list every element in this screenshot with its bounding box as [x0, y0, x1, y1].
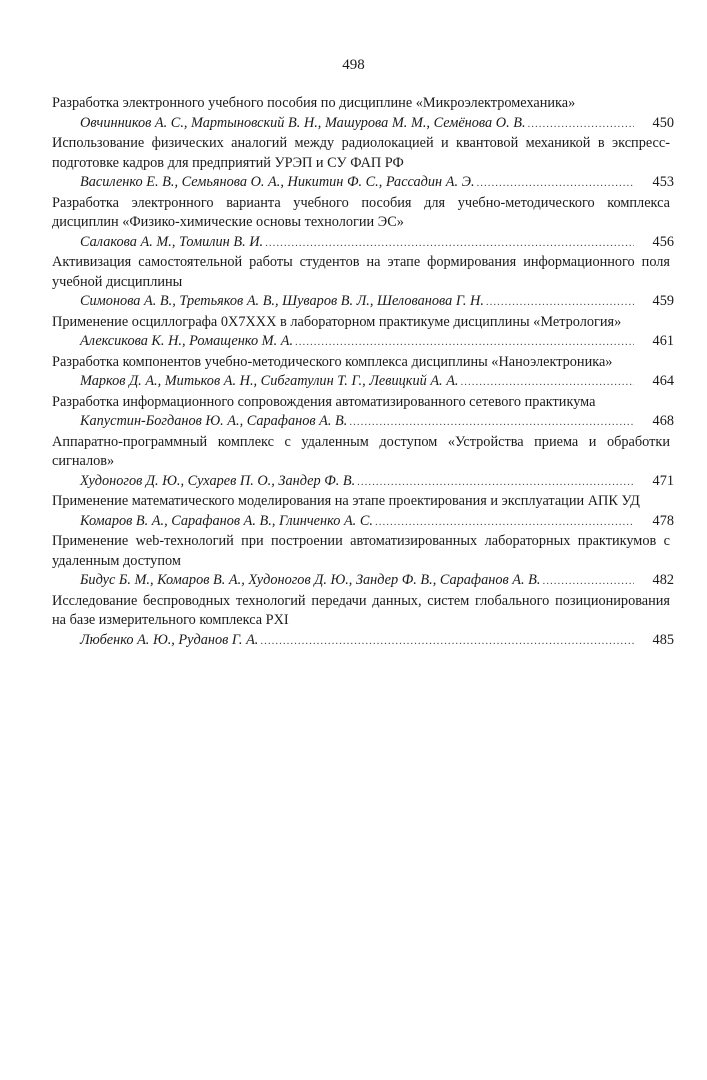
entry-title: Применение осциллографа 0X7XXX в лабораторном практикуме дисциплины «Метрология»	[52, 313, 622, 330]
toc-entry	[52, 353, 674, 393]
entry-page: 453	[652, 174, 674, 190]
toc-entry	[52, 532, 674, 592]
table-of-contents	[52, 94, 674, 651]
entry-authors-line	[52, 571, 674, 592]
entry-authors-line	[52, 292, 674, 313]
entry-authors: Василенко Е. В., Семьянова О. А., Никитин Ф. С., Рассадин А. Э.	[80, 174, 475, 190]
dot-leader	[461, 373, 634, 393]
dot-leader	[357, 473, 634, 493]
toc-entry	[52, 393, 674, 433]
entry-authors: Симонова А. В., Третьяков А. В., Шуваров В. Л., Шелованова Г. Н.	[80, 293, 484, 309]
entry-authors: Бидус Б. М., Комаров В. А., Худоногов Д. Ю., Зандер Ф. В., Сарафанов А. В.	[80, 572, 541, 588]
dot-leader	[542, 572, 634, 592]
entry-authors-line	[52, 332, 674, 353]
toc-entry	[52, 492, 674, 532]
entry-title: Аппаратно-программный комплекс с удаленным доступом «Устройства приема и обработки сигналов»	[52, 433, 670, 469]
entry-title: Активизация самостоятельной работы студентов на этапе формирования информационного поля учебной дисциплины	[52, 254, 670, 290]
toc-entry	[52, 134, 674, 194]
entry-page: 468	[652, 413, 674, 429]
entry-authors: Овчинников А. С., Мартыновский В. Н., Машурова М. М., Семёнова О. В.	[80, 114, 526, 131]
toc-entry	[52, 94, 674, 134]
entry-authors: Капустин-Богданов Ю. А., Сарафанов А. В.	[80, 413, 348, 429]
page-number: 498	[342, 57, 365, 73]
entry-page: 482	[652, 572, 674, 588]
entry-authors: Худоногов Д. Ю., Сухарев П. О., Зандер Ф. В.	[80, 472, 356, 489]
entry-authors-line	[52, 233, 674, 254]
entry-title: Применение математического моделирования на этапе проектирования и эксплуатации АПК УД	[52, 493, 640, 509]
dot-leader	[486, 293, 634, 313]
entry-title: Применение web-технологий при построении автоматизированных лабораторных практикумов с удаленным доступом	[52, 533, 670, 569]
entry-authors-line	[52, 631, 674, 652]
entry-authors: Марков Д. А., Митьков А. Н., Сибгатулин Т. Г., Левицкий А. А.	[80, 373, 459, 389]
entry-authors-line	[52, 372, 674, 393]
toc-entry	[52, 253, 674, 313]
dot-leader	[375, 513, 634, 533]
entry-title: Разработка компонентов учебно-методического комплекса дисциплины «Наноэлектроника»	[52, 353, 613, 370]
entry-title: Использование физических аналогий между радиолокацией и квантовой механикой в экспресс-подготовке кадров для предприятий УРЭП и СУ ФАП РФ	[52, 135, 670, 171]
dot-leader	[260, 632, 634, 652]
entry-title: Разработка электронного учебного пособия по дисциплине «Микроэлектромеханика»	[52, 95, 576, 111]
entry-authors-line	[52, 472, 674, 493]
entry-page: 456	[652, 233, 674, 250]
entry-title: Разработка электронного варианта учебного пособия для учебно-методического комплекса дисциплин «Физико-химические основы технологии ЭС»	[52, 194, 670, 230]
entry-authors: Комаров В. А., Сарафанов А. В., Глинченко А. С.	[80, 512, 373, 529]
entry-page: 450	[652, 114, 674, 131]
entry-title: Исследование беспроводных технологий передачи данных, систем глобального позиционирования на базе измерительного комплекса PXI	[52, 592, 670, 628]
entry-page: 464	[652, 373, 674, 389]
entry-page: 471	[652, 472, 674, 489]
entry-authors-line	[52, 114, 674, 135]
toc-entry	[52, 313, 674, 353]
entry-authors-line	[52, 173, 674, 194]
entry-page: 461	[652, 333, 674, 349]
dot-leader	[265, 234, 634, 254]
entry-authors: Любенко А. Ю., Руданов Г. А.	[80, 631, 259, 648]
toc-entry	[52, 592, 674, 652]
toc-entry	[52, 194, 674, 254]
entry-authors: Салакова А. М., Томилин В. И.	[80, 233, 264, 250]
toc-entry	[52, 433, 674, 493]
dot-leader	[477, 174, 634, 194]
entry-title: Разработка информационного сопровождения автоматизированного сетевого практикума	[52, 393, 596, 410]
entry-page: 485	[652, 631, 674, 648]
dot-leader	[349, 413, 634, 433]
entry-page: 459	[652, 293, 674, 309]
entry-page: 478	[652, 512, 674, 529]
dot-leader	[528, 115, 634, 135]
entry-authors: Алексикова К. Н., Ромащенко М. А.	[80, 333, 294, 349]
dot-leader	[295, 333, 634, 353]
entry-authors-line	[52, 512, 674, 533]
entry-authors-line	[52, 412, 674, 433]
